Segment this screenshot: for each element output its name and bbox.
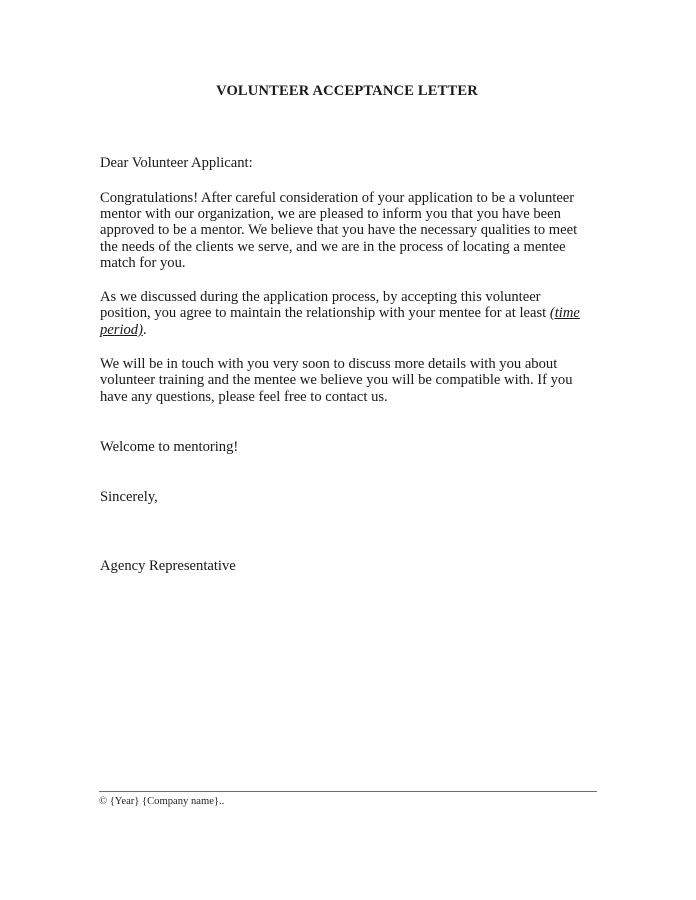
commitment-lead-text: As we discussed during the application process, by accepting this volunteer position, you agree to maintain the relationship with your mentee for at least [100, 289, 550, 322]
salutation-line: Dear Volunteer Applicant: [100, 155, 253, 172]
time-period-placeholder: (time period) [100, 305, 580, 338]
page-title: VOLUNTEER ACCEPTANCE LETTER [216, 83, 478, 99]
commitment-trailing-punctuation: . [142, 321, 147, 338]
closing-welcome-line: Welcome to mentoring! [100, 438, 239, 455]
footer-copyright: © {Year} {Company name}.. [99, 796, 225, 807]
paragraph-congratulations: Congratulations! After careful consideration of your application to be a volunteer mentor with our organization, we are pleased to inform you that you have been approved to be a mentor. We believe that you have the necessary qualities to meet the needs of the clients we serve, and we are in the process of locating a mentee match for you. [100, 189, 578, 271]
closing-valediction: Sincerely, [100, 489, 158, 506]
paragraph-next-steps: We will be in touch with you very soon to discuss more details with you about volunteer training and the mentee we believe you will be compatible with. If you have any questions, please feel free to contact us. [100, 356, 573, 405]
page-footer [99, 791, 597, 808]
letter-body [100, 0, 594, 574]
paragraph-commitment [100, 271, 594, 338]
signature-name: Agency Representative [100, 557, 236, 574]
